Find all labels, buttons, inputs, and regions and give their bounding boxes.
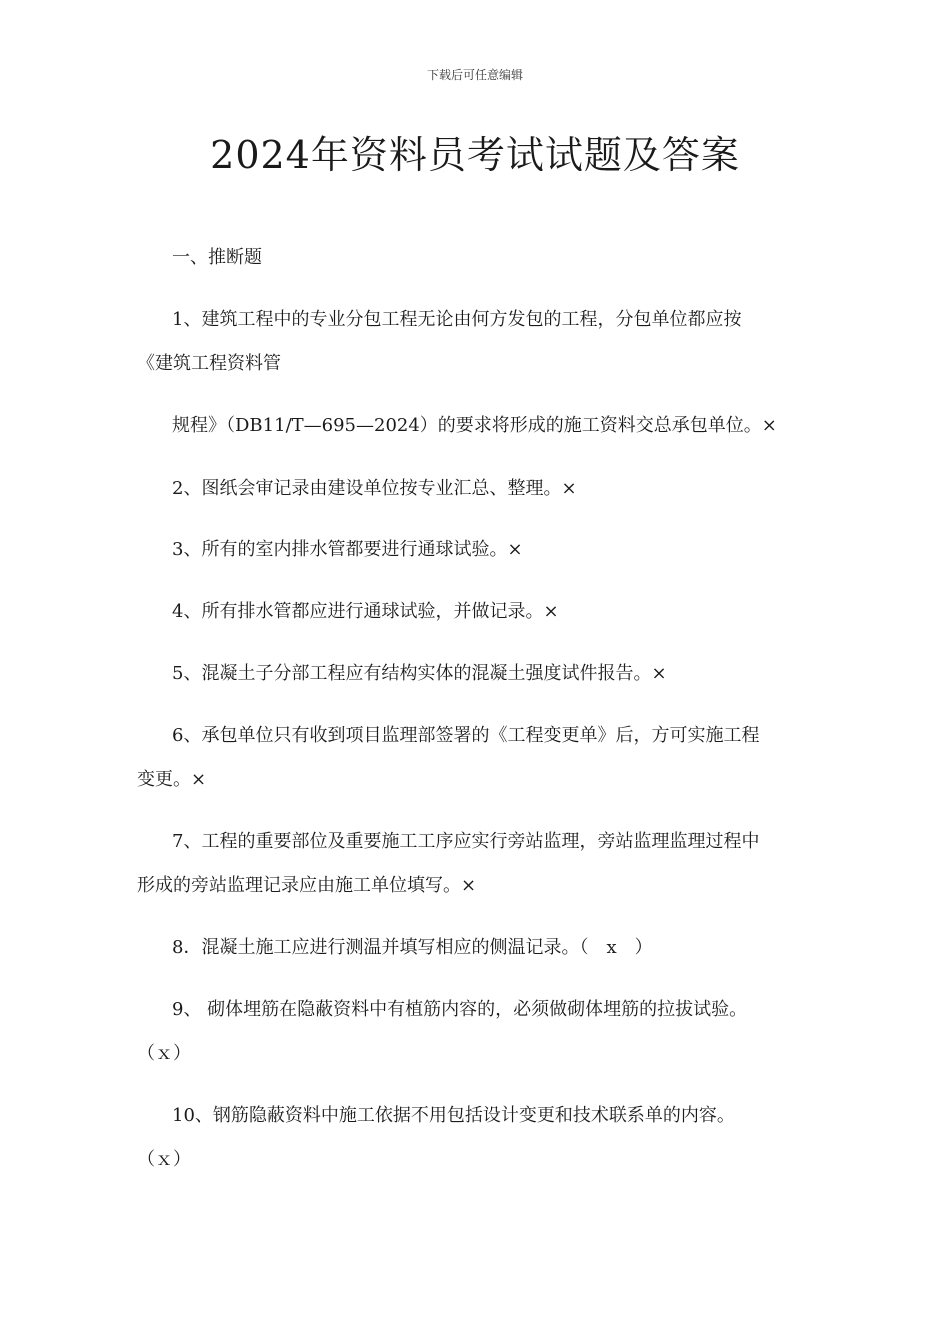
question-7-line-2: 形成的旁站监理记录应由施工单位填写。× <box>137 875 477 896</box>
question-1-line-1: 1、建筑工程中的专业分包工程无论由何方发包的工程，分包单位都应按 <box>172 309 742 330</box>
question-7-line-1: 7、工程的重要部位及重要施工工序应实行旁站监理，旁站监理监理过程中 <box>172 831 760 852</box>
question-1-line-3: 规程》（DB11/T—695—2024）的要求将形成的施工资料交总承包单位。× <box>172 415 777 436</box>
question-10-line-2: （ｘ） <box>137 1149 191 1170</box>
document-title: 2024年资料员考试试题及答案 <box>210 133 740 177</box>
question-2: 2、图纸会审记录由建设单位按专业汇总、整理。× <box>172 478 577 499</box>
question-5: 5、混凝土子分部工程应有结构实体的混凝土强度试件报告。× <box>172 663 667 684</box>
question-9-line-1: 9、 砌体埋筋在隐蔽资料中有植筋内容的，必须做砌体埋筋的拉拔试验。 <box>172 999 748 1020</box>
question-6-line-1: 6、承包单位只有收到项目监理部签署的《工程变更单》后，方可实施工程 <box>172 725 760 746</box>
question-10-line-1: 10、钢筋隐蔽资料中施工依据不用包括设计变更和技术联系单的内容。 <box>172 1105 735 1126</box>
question-6-line-2: 变更。× <box>137 769 207 790</box>
question-1-line-2: 《建筑工程资料管 <box>137 353 281 374</box>
question-9-line-2: （ｘ） <box>137 1043 191 1064</box>
question-4: 4、所有排水管都应进行通球试验，并做记录。× <box>172 601 559 622</box>
section-heading: 一、推断题 <box>172 247 262 268</box>
question-8: 8．混凝土施工应进行测温并填写相应的侧温记录。（ x ） <box>172 937 653 958</box>
header-note: 下载后可任意编辑 <box>426 68 523 82</box>
question-3: 3、所有的室内排水管都要进行通球试验。× <box>172 539 523 560</box>
